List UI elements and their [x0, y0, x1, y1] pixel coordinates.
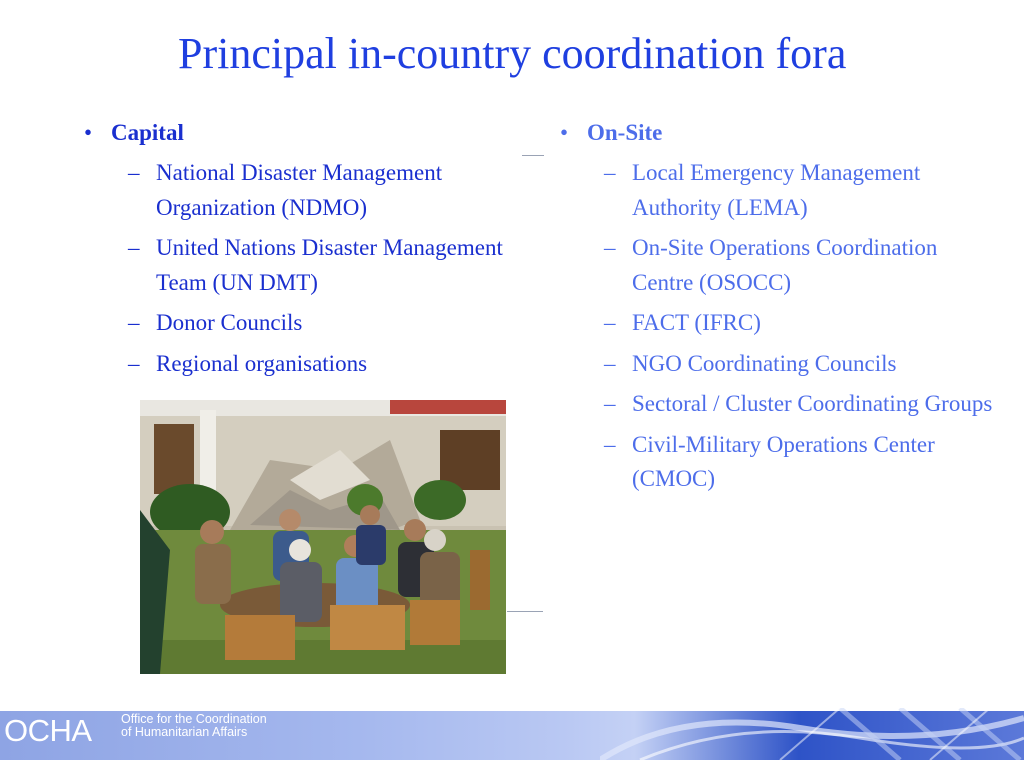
dash-icon: – — [128, 310, 140, 335]
capital-heading — [80, 118, 530, 148]
org-line-2: of Humanitarian Affairs — [121, 725, 248, 739]
list-item-label: United Nations Disaster Management Team (UN DMT) — [156, 235, 503, 295]
dash-icon: – — [604, 350, 616, 376]
list-item — [80, 306, 530, 341]
un-laurel-pattern — [600, 708, 1024, 760]
dash-icon: – — [604, 310, 616, 335]
list-item — [556, 306, 996, 341]
divider-line — [507, 611, 543, 612]
list-item — [556, 231, 996, 300]
capital-column — [80, 118, 530, 387]
list-item — [556, 347, 996, 382]
dash-icon: – — [128, 235, 140, 260]
org-line-1: Office for the Coordination — [121, 712, 267, 726]
list-item — [556, 156, 996, 225]
meeting-photo — [140, 400, 506, 674]
list-item-label: On-Site Operations Coordination Centre (OSOCC) — [632, 235, 938, 295]
onsite-heading-label: On-Site — [587, 120, 663, 145]
divider-line — [522, 155, 544, 156]
bullet-icon: • — [560, 120, 569, 145]
list-item — [556, 387, 996, 422]
dash-icon: – — [604, 431, 616, 457]
dash-icon: – — [128, 160, 140, 185]
capital-heading-label: Capital — [111, 120, 184, 145]
onsite-column — [556, 118, 996, 503]
onsite-heading — [556, 118, 996, 148]
list-item-label: Regional organisations — [156, 350, 368, 376]
list-item — [556, 428, 996, 497]
slide-title: Principal in-country coordination fora — [178, 29, 847, 78]
list-item-label: Local Emergency Management Authority (LEMA) — [632, 160, 921, 220]
dash-icon: – — [604, 391, 616, 416]
dash-icon: – — [604, 235, 616, 260]
list-item — [80, 156, 530, 225]
bullet-icon: • — [84, 120, 93, 145]
list-item-label: NGO Coordinating Councils — [632, 350, 897, 376]
dash-icon: – — [128, 350, 140, 376]
list-item — [80, 231, 530, 300]
list-item-label: FACT (IFRC) — [632, 310, 761, 335]
dash-icon: – — [604, 160, 616, 185]
list-item — [80, 347, 530, 382]
list-item-label: Donor Councils — [156, 310, 303, 335]
list-item-label: National Disaster Management Organization (NDMO) — [156, 160, 443, 220]
ocha-logo: OCHA — [4, 713, 92, 748]
ocha-org-name — [121, 713, 267, 739]
list-item-label: Civil-Military Operations Center (CMOC) — [632, 431, 935, 491]
list-item-label: Sectoral / Cluster Coordinating Groups — [632, 391, 993, 416]
